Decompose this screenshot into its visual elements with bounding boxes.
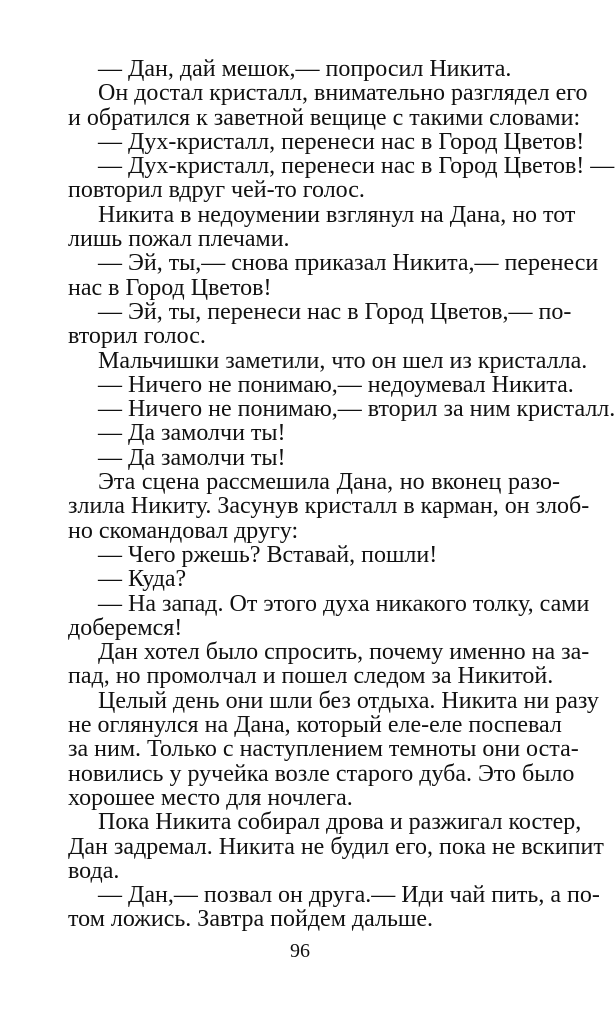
text-line: — Куда? xyxy=(98,566,187,593)
text-line: Он достал кристалл, внимательно разглядел его xyxy=(98,80,588,107)
text-line: том ложись. Завтра пойдем дальше. xyxy=(68,906,434,933)
page-number: 96 xyxy=(290,940,310,962)
text-line: за ним. Только с наступлением темноты они оста- xyxy=(68,736,579,763)
text-line: — Эй, ты,— снова приказал Никита,— перенеси xyxy=(98,250,599,277)
text-line: лишь пожал плечами. xyxy=(68,226,290,253)
text-line: Целый день они шли без отдыха. Никита ни разу xyxy=(98,687,599,714)
page-text xyxy=(68,56,615,933)
text-line: Пока Никита собирал дрова и разжигал костер, xyxy=(98,809,582,836)
text-line: — Дух-кристалл, перенеси нас в Город Цветов! xyxy=(98,128,585,155)
text-line: — Да замолчи ты! xyxy=(98,420,286,447)
text-line: новились у ручейка возле старого дуба. Это было xyxy=(68,760,575,787)
text-line: пад, но промолчал и пошел следом за Никитой. xyxy=(68,663,554,690)
text-line: — Эй, ты, перенеси нас в Город Цветов,— по- xyxy=(98,298,572,325)
text-line: — Дух-кристалл, перенеси нас в Город Цветов! — xyxy=(98,153,615,180)
text-line: — Дан,— позвал он друга.— Иди чай пить, а по- xyxy=(98,882,600,909)
text-line: Дан хотел было спросить, почему именно на за- xyxy=(98,639,590,666)
text-line: — На запад. От этого духа никакого толку, сами xyxy=(98,590,590,617)
text-line: вторил голос. xyxy=(68,323,206,350)
text-line: Мальчишки заметили, что он шел из кристалла. xyxy=(98,347,588,374)
text-line: — Да замолчи ты! xyxy=(98,444,286,471)
text-line: — Чего ржешь? Вставай, пошли! xyxy=(98,541,438,568)
text-line: но скомандовал другу: xyxy=(68,517,299,544)
text-line: — Ничего не понимаю,— недоумевал Никита. xyxy=(98,371,574,398)
text-line: и обратился к заветной вещице с такими словами: xyxy=(68,104,581,131)
text-line: повторил вдруг чей-то голос. xyxy=(68,177,365,204)
text-line: Никита в недоумении взглянул на Дана, но тот xyxy=(98,201,576,228)
text-line: доберемся! xyxy=(68,614,183,641)
text-line: хорошее место для ночлега. xyxy=(68,784,353,811)
text-line: — Дан, дай мешок,— попросил Никита. xyxy=(98,56,512,82)
text-line: Эта сцена рассмешила Дана, но вконец разо- xyxy=(98,469,560,496)
text-line: Дан задремал. Никита не будил его, пока не вскипит xyxy=(68,833,604,860)
text-line: не оглянулся на Дана, который еле-еле поспевал xyxy=(68,712,562,739)
text-line: вода. xyxy=(68,857,120,884)
text-line: злила Никиту. Засунув кристалл в карман, он злоб- xyxy=(68,493,590,520)
text-line: нас в Город Цветов! xyxy=(68,274,272,301)
text-line: — Ничего не понимаю,— вторил за ним кристалл. xyxy=(98,396,615,423)
